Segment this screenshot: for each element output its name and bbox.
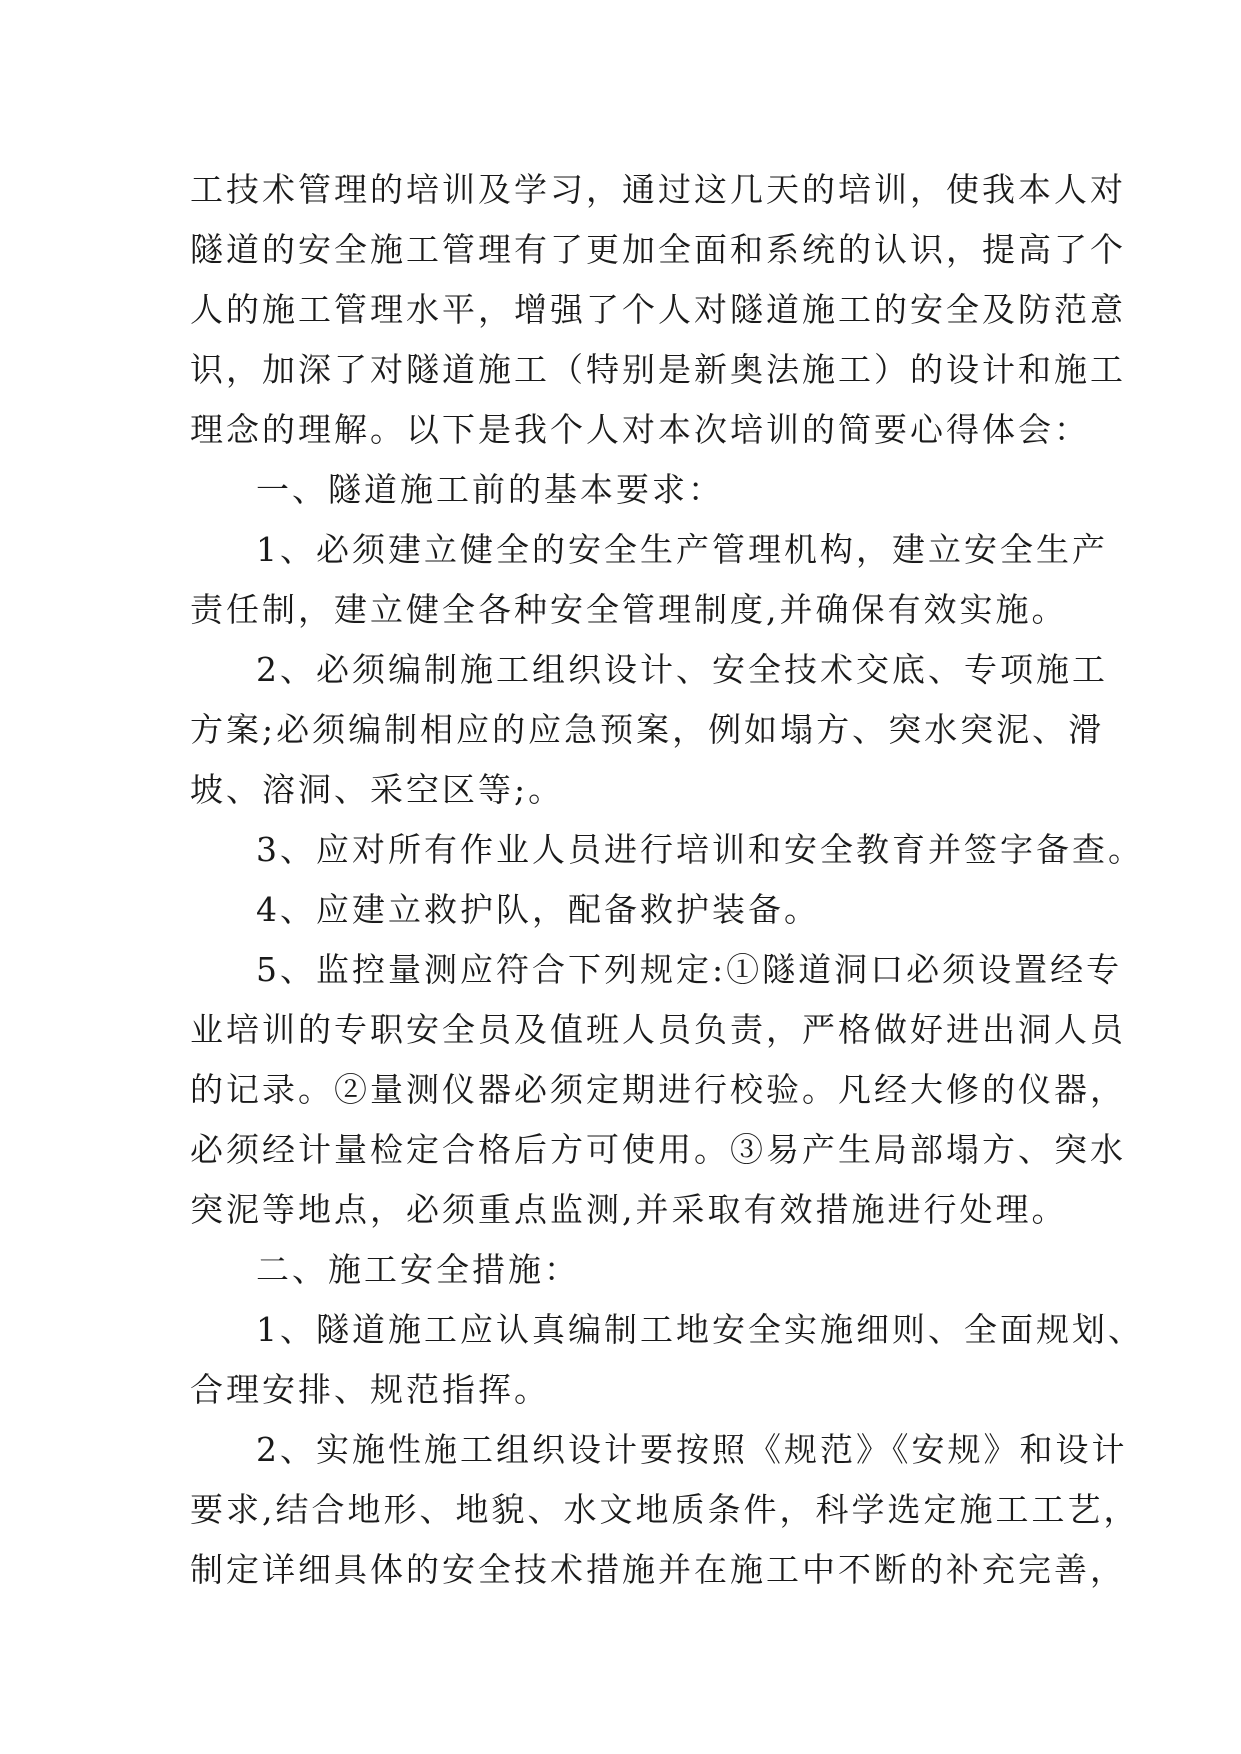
text-line: 业培训的专职安全员及值班人员负责，严格做好进出洞人员 (190, 1010, 1126, 1049)
text-line: 5、监控量测应符合下列规定:①隧道洞口必须设置经专 (256, 950, 1123, 989)
text-line: 1、必须建立健全的安全生产管理机构，建立安全生产 (256, 530, 1108, 569)
text-line: 人的施工管理水平，增强了个人对隧道施工的安全及防范意 (190, 290, 1126, 329)
text-line: 识，加深了对隧道施工（特别是新奥法施工）的设计和施工 (190, 350, 1126, 389)
text-line: 合理安排、规范指挥。 (190, 1370, 550, 1409)
text-line: 要求,结合地形、地貌、水文地质条件，科学选定施工工艺， (190, 1490, 1140, 1529)
text-line: 制定详细具体的安全技术措施并在施工中不断的补充完善， (190, 1550, 1126, 1589)
text-line: 2、必须编制施工组织设计、安全技术交底、专项施工 (256, 650, 1108, 689)
section-heading: 一、隧道施工前的基本要求： (256, 470, 724, 509)
section-heading: 二、施工安全措施： (256, 1250, 580, 1289)
document-body (190, 160, 1144, 1600)
text-line: 责任制，建立健全各种安全管理制度,并确保有效实施。 (190, 590, 1068, 629)
text-line: 1、隧道施工应认真编制工地安全实施细则、全面规划、 (256, 1310, 1144, 1349)
text-line: 4、应建立救护队，配备救护装备。 (256, 890, 820, 929)
text-line: 突泥等地点，必须重点监测,并采取有效措施进行处理。 (190, 1190, 1068, 1229)
text-line: 工技术管理的培训及学习，通过这几天的培训，使我本人对 (190, 170, 1126, 209)
text-line: 坡、溶洞、采空区等;。 (190, 770, 565, 809)
text-line: 必须经计量检定合格后方可使用。③易产生局部塌方、突水 (190, 1130, 1126, 1169)
text-line: 3、应对所有作业人员进行培训和安全教育并签字备查。 (256, 830, 1144, 869)
text-line: 理念的理解。以下是我个人对本次培训的简要心得体会： (190, 410, 1090, 449)
text-line: 方案;必须编制相应的应急预案，例如塌方、突水突泥、滑 (190, 710, 1105, 749)
text-line: 隧道的安全施工管理有了更加全面和系统的认识，提高了个 (190, 230, 1126, 269)
text-line: 2、实施性施工组织设计要按照《规范》《安规》和设计 (256, 1430, 1128, 1469)
text-line: 的记录。②量测仪器必须定期进行校验。凡经大修的仪器， (190, 1070, 1126, 1109)
